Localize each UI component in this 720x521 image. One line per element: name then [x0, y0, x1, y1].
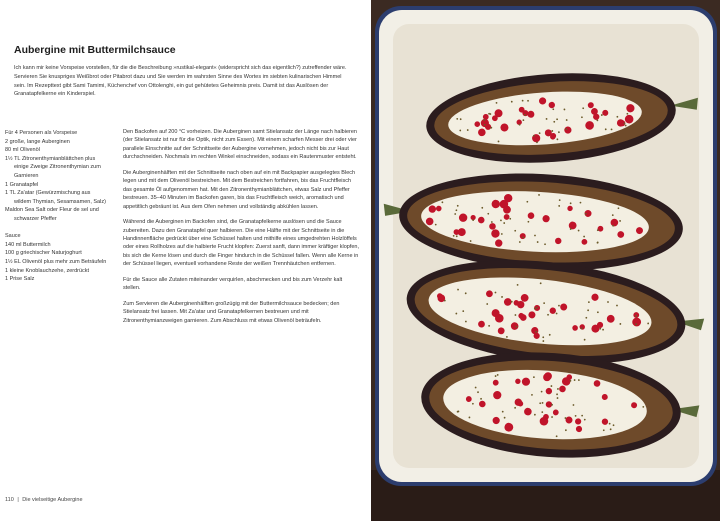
- ingredient-line: einige Zweige Zitronenthymian zum: [14, 164, 101, 171]
- ingredient-line: 1 kleine Knoblauchzehe, zerdrückt: [5, 267, 90, 274]
- ingredient-line: wildem Thymian, Sesamsamen, Salz): [14, 198, 106, 205]
- method-paragraph: Den Backofen auf 200 °C vorheizen. Die Auberginen samt Stielansatz der Länge nach halbieren (der Stielansatz ist nur für die Optik, nicht zum Essen). Mit einem scharfen Messer drei oder vier parallele Einschnitte auf der Schnittseite der Aubergine vornehmen, jedoch nicht bis zur Haut durchschneiden. Nochmals im rechten Winkel einschneiden, sodass ein Rautenmuster entsteht.: [123, 129, 357, 161]
- photo-illustration: [371, 0, 720, 521]
- intro-paragraph: Ich kann mir keine Vorspeise vorstellen, für die die Beschreibung »rustikal-elegant« (widerspricht sich das eigentlich?) zutreffender wäre. Servieren Sie knuspriges Weißbrot oder Pitabrot dazu und Sie werden im wahrsten Sinne des Wortes im siebten kulinarischen Himmel sein. Im Rezepttext gibt Sami Tamimi, Küchenchef von Ottolenghi, ein gut gehütetes Geheimnis preis. Damit ist das Auslösen der Granatapfelkerne ein Kinderspiel.: [14, 65, 347, 98]
- ingredient-line: 140 ml Buttermilch: [5, 241, 51, 248]
- page-footer: [5, 497, 83, 503]
- ingredient-line: 2 große, lange Auberginen: [5, 138, 70, 145]
- ingredient-line: 1 Granatapfel: [5, 181, 39, 188]
- ingredient-line: 1½ EL Olivenöl plus mehr zum Beträufeln: [5, 258, 107, 265]
- method-paragraph: Zum Servieren die Auberginenhälften großzügig mit der Buttermilchsauce bedecken; den Stielansatz frei lassen. Mit Za'atar und Granatapfelkernen bestreuen und mit Zitronenthymianzweigen garnieren. Zum Abschluss mit etwas Olivenöl beträufeln.: [123, 300, 340, 324]
- method-paragraph: Für die Sauce alle Zutaten miteinander verquirlen, abschmecken und bis zum Verzehr kalt stellen.: [123, 276, 343, 292]
- recipe-intro: [14, 64, 354, 99]
- method-paragraph: Die Auberginenhälften mit der Schnittseite nach oben auf ein mit Backpapier ausgelegtes Blech legen und mit dem Olivenöl bestreichen. Mit dem Bestreichen fortfahren, bis das Fruchtfleisch das gesamte Öl aufgenommen hat. Mit den Zitronenthymianblättchen, etwas Salz und Pfeffer bestreuen. 35–40 Minuten im Backofen garen, bis das Fruchtfleisch weich, aromatisch und appetitlich gebräunt ist. Aus dem Ofen nehmen und vollständig abkühlen lassen.: [123, 169, 356, 210]
- footer-separator: |: [17, 497, 19, 503]
- ingredient-line: 100 g griechischer Naturjoghurt: [5, 250, 82, 257]
- ingredient-line: Sauce: [5, 233, 21, 240]
- aubergine-photo: [371, 0, 720, 521]
- ingredient-line: Garnieren: [14, 172, 39, 179]
- section-title: Die vielseitige Aubergine: [22, 497, 83, 503]
- ingredient-line: 80 ml Olivenöl: [5, 147, 40, 154]
- ingredient-line: 1 Prise Salz: [5, 276, 35, 283]
- page-number: 110: [5, 497, 14, 503]
- method-text: [123, 128, 360, 332]
- ingredient-line: schwarzer Pfeffer: [14, 215, 57, 222]
- ingredient-list: [5, 129, 115, 284]
- method-paragraph: Während die Auberginen im Backofen sind, die Granatapfelkerne auslösen und die Sauce zubereiten. Dazu den Granatapfel quer halbieren. Die eine Hälfte mit der Schnittseite in die Handinnenfläche gedrückt über eine Schüssel halten und mithilfe eines umgedrehten Holzlöffels oder eines Rollholzes auf die halbierte Frucht klopfen: Zuerst sanft, dann immer kräftiger klopfen, bis sich die Kerne lösen und durch die Finger hindurch in die Schüssel fallen. Wenn alle Kerne in der Schüssel liegen, eventuell vorhandene Reste der weißen Trennhäutchen entfernen.: [123, 219, 360, 268]
- recipe-title: Aubergine mit Buttermilchsauce: [14, 44, 176, 56]
- ingredient-line: [5, 224, 115, 233]
- ingredient-line: 1 TL Za'atar (Gewürzmischung aus: [5, 190, 91, 197]
- ingredient-line: 1½ TL Zitronenthymianblättchen plus: [5, 155, 96, 162]
- ingredient-line: Maldon Sea Salt oder Fleur de sel und: [5, 207, 99, 214]
- ingredient-line: Für 4 Personen als Vorspeise: [5, 130, 78, 136]
